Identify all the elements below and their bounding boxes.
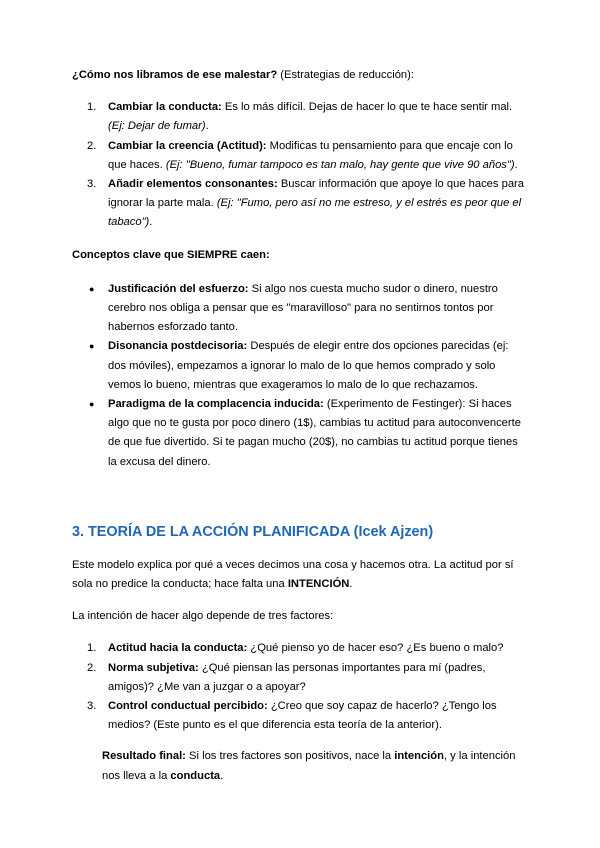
list-number: 2. <box>87 661 97 674</box>
section-heading: 3. TEORÍA DE LA ACCIÓN PLANIFICADA (Icek Ajzen) <box>72 523 434 540</box>
list-number: 1. <box>87 101 97 114</box>
item-text: ¿Qué piensan las personas importantes para mí (padres, amigos)? ¿Me van a juzgar o a apoyar? <box>108 661 486 693</box>
item-title: Disonancia postdecisoria: <box>108 340 248 353</box>
intro-punct: . <box>349 578 353 591</box>
bullet-icon: ● <box>89 399 95 410</box>
item-punct: . <box>514 158 518 171</box>
bullet-icon: ● <box>89 283 95 294</box>
list-number: 3. <box>87 178 97 191</box>
item-text: Es lo más difícil. Dejas de hacer lo que te hace sentir mal. <box>221 101 513 114</box>
list-item <box>72 280 528 338</box>
result-text: Si los tres factores son positivos, nace la <box>185 750 395 763</box>
list-item <box>72 395 528 472</box>
list-item <box>72 137 528 175</box>
question-bold: ¿Cómo nos libramos de ese malestar? <box>72 69 278 81</box>
list-number: 1. <box>87 642 97 655</box>
item-title: Norma subjetiva: <box>108 661 199 674</box>
list-item <box>72 98 528 136</box>
document-page <box>72 66 528 786</box>
list-item <box>72 639 528 658</box>
item-title: Añadir elementos consonantes: <box>108 178 278 191</box>
list-item <box>72 337 528 395</box>
item-title: Paradigma de la complacencia inducida: <box>108 398 324 411</box>
intro-text: Este modelo explica por qué a veces decimos una cosa y hacemos otra. La actitud por sí sola no predice la conducta; hace falta una <box>72 558 514 591</box>
item-text: (Experimento de Festinger): Si haces algo que no te gusta por poco dinero (1$), cambias tu actitud para autoconvencerte de que fue divertido. Si te pagan mucho (20$), no cambias tu actitud porque tienes la excusa del dinero. <box>108 398 521 468</box>
item-title: Actitud hacia la conducta: <box>108 642 248 655</box>
list-number: 2. <box>87 139 97 152</box>
item-example: (Ej: "Bueno, fumar tampoco es tan malo, hay gente que vive 90 años") <box>165 158 515 171</box>
result-bold: conducta <box>170 769 221 782</box>
item-text: Buscar información que apoye lo que haces para ignorar la parte mala. <box>108 178 524 210</box>
concepts-title-text: Conceptos clave que SIEMPRE caen: <box>72 248 270 261</box>
strategies-list <box>72 98 528 232</box>
strategies-question <box>72 66 528 85</box>
list-number: 3. <box>87 700 97 713</box>
result-text: , y la intención nos lleva a la <box>102 750 516 782</box>
item-title: Cambiar la creencia (Actitud): <box>108 139 267 152</box>
item-text: Modificas tu pensamiento para que encaje con lo que haces. <box>108 139 513 171</box>
list-item <box>72 175 528 233</box>
item-punct: . <box>149 216 153 229</box>
item-example: (Ej: "Fumo, pero así no me estreso, y el estrés es peor que el tabaco") <box>108 197 522 229</box>
item-title: Control conductual percibido: <box>108 700 268 713</box>
section-intro <box>72 556 528 594</box>
result-punct: . <box>220 769 224 782</box>
result-paragraph <box>72 747 528 785</box>
question-rest: (Estrategias de reducción): <box>277 69 414 81</box>
item-title: Cambiar la conducta: <box>108 101 222 114</box>
item-text: Si algo nos cuesta mucho sudor o dinero, nuestro cerebro nos obliga a pensar que es "maravilloso" para no sentirnos tontos por habernos esforzado tanto. <box>108 282 498 334</box>
bullet-icon: ● <box>89 341 95 352</box>
item-text: ¿Creo que soy capaz de hacerlo? ¿Tengo los medios? (Este punto es el que diferencia esta teoría de la anterior). <box>108 700 497 732</box>
item-title: Justificación del esfuerzo: <box>108 282 249 295</box>
item-text: Después de elegir entre dos opciones parecidas (ej: dos móviles), empezamos a ignorar lo malo de lo que hemos comprado y solo vemos lo bueno, mientras que exageramos lo malo de lo que rechazamos. <box>108 340 509 391</box>
item-example: (Ej: Dejar de fumar) <box>108 120 206 133</box>
item-text: ¿Qué pienso yo de hacer eso? ¿Es bueno o malo? <box>247 642 504 655</box>
list-item <box>72 697 528 735</box>
factors-lead: La intención de hacer algo depende de tres factores: <box>72 610 334 623</box>
intro-bold: INTENCIÓN <box>287 578 350 591</box>
item-punct: . <box>205 120 209 133</box>
factors-list <box>72 639 528 735</box>
concepts-title <box>72 246 528 265</box>
concepts-list <box>72 280 528 472</box>
result-bold: intención <box>394 750 444 763</box>
result-title: Resultado final: <box>102 750 186 763</box>
list-item <box>72 659 528 697</box>
